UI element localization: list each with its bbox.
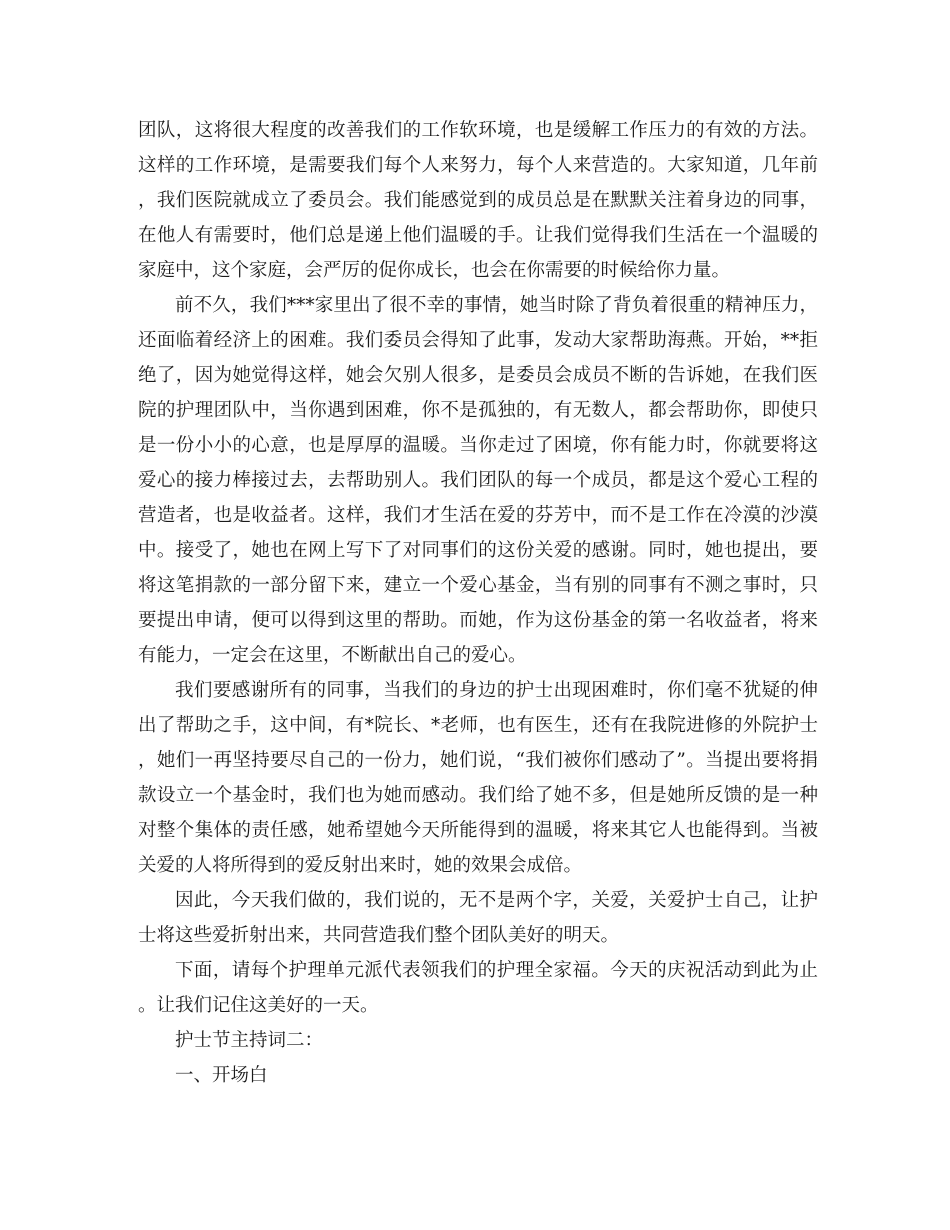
paragraph-5: 下面，请每个护理单元派代表领我们的护理全家福。今天的庆祝活动到此为止。让我们记住这美好的一天。 [138, 960, 818, 1016]
paragraph-2: 前不久，我们***家里出了很不幸的事情，她当时除了背负着很重的精神压力，还面临着经济上的困难。我们委员会得知了此事，发动大家帮助海燕。开始，**拒绝了，因为她觉得这样，她会欠别人很多，是委员会成员不断的告诉她，在我们医院的护理团队中，当你遇到困难，你不是孤独的，有无数人，都会帮助你，即使只是一份小小的心意，也是厚厚的温暖。当你走过了困境，你有能力时，你就要将这爱心的接力棒接过去，去帮助别人。我们团队的每一个成员，都是这个爱心工程的营造者，也是收益者。这样，我们才生活在爱的芬芳中，而不是工作在冷漠的沙漠中。接受了，她也在网上写下了对同事们的这份关爱的感谢。同时，她也提出，要将这笔捐款的一部分留下来，建立一个爱心基金，当有别的同事有不测之事时，只要提出申请，便可以得到这里的帮助。而她，作为这份基金的第一名收益者，将来有能力，一定会在这里，不断献出自己的爱心。 [138, 295, 818, 666]
section-heading: 护士节主持词二： [175, 1030, 324, 1051]
paragraph-3: 我们要感谢所有的同事，当我们的身边的护士出现困难时，你们毫不犹疑的伸出了帮助之手，这中间，有*院长、*老师，也有医生，还有在我院进修的外院护士，她们一再坚持要尽自己的一份力，她们说，“我们被你们感动了”。当提出要将捐款设立一个基金时，我们也为她而感动。我们给了她不多，但是她所反馈的是一种对整个集体的责任感，她希望她今天所能得到的温暖，将来其它人也能得到。当被关爱的人将所得到的爱反射出来时，她的效果会成倍。 [138, 680, 818, 876]
subsection-heading: 一、开场白 [175, 1065, 268, 1086]
paragraph-1: 团队，这将很大程度的改善我们的工作软环境，也是缓解工作压力的有效的方法。这样的工作环境，是需要我们每个人来努力，每个人来营造的。大家知道，几年前，我们医院就成立了委员会。我们能感觉到的成员总是在默默关注着身边的同事，在他人有需要时，他们总是递上他们温暖的手。让我们觉得我们生活在一个温暖的家庭中，这个家庭，会严厉的促你成长，也会在你需要的时候给你力量。 [138, 120, 818, 281]
paragraph-4: 因此，今天我们做的，我们说的，无不是两个字，关爱，关爱护士自己，让护士将这些爱折射出来，共同营造我们整个团队美好的明天。 [138, 890, 818, 946]
document-page [138, 113, 818, 1093]
